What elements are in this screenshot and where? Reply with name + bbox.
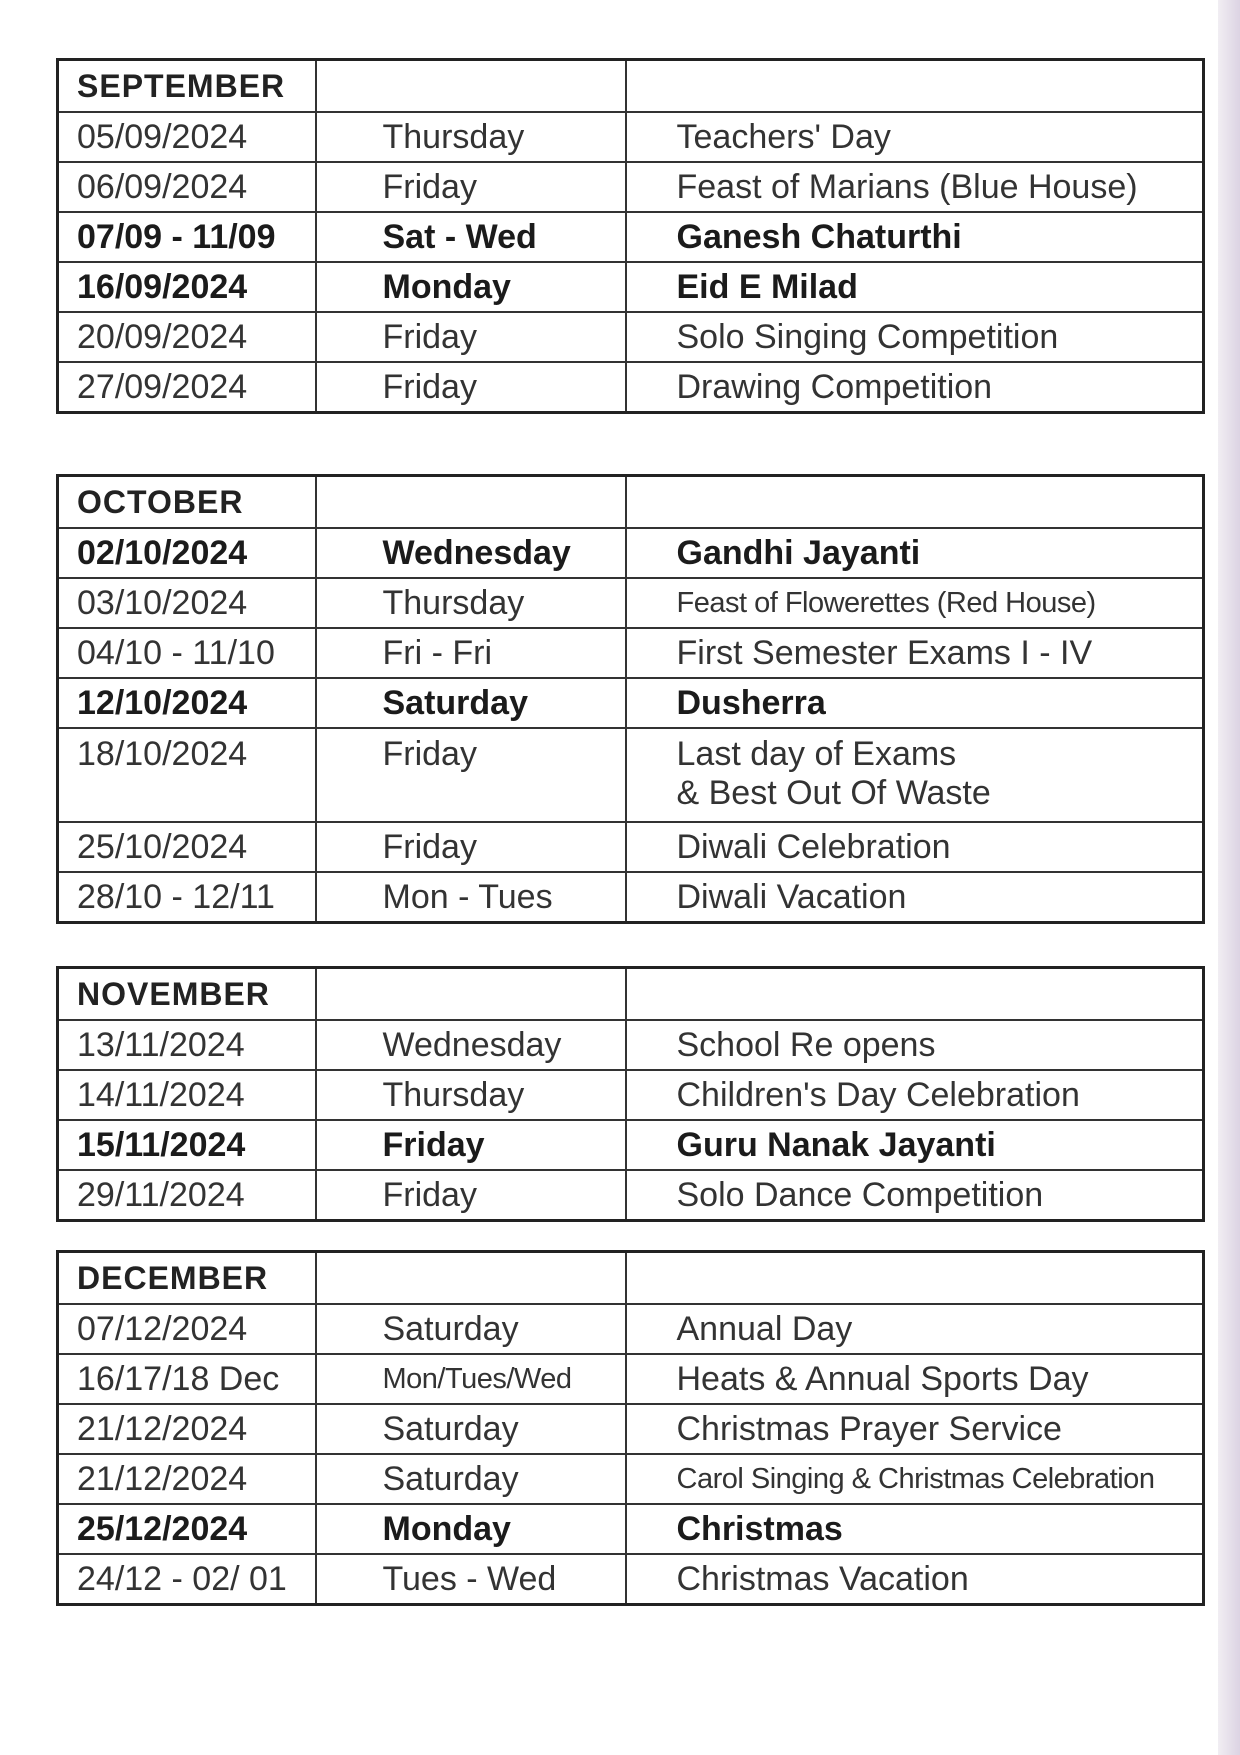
table-row — [58, 1354, 1204, 1404]
table-row — [58, 822, 1204, 872]
event-cell: School Re opens — [626, 1020, 1204, 1070]
event-cell: Feast of Flowerettes (Red House) — [626, 578, 1204, 628]
day-cell: Friday — [316, 822, 626, 872]
date-cell: 20/09/2024 — [58, 312, 316, 362]
day-cell: Friday — [316, 162, 626, 212]
month-header-row — [58, 1252, 1204, 1305]
month-name: DECEMBER — [58, 1252, 316, 1305]
empty-header-cell — [316, 1252, 626, 1305]
date-cell: 25/12/2024 — [58, 1504, 316, 1554]
day-cell: Friday — [316, 1120, 626, 1170]
table-row — [58, 628, 1204, 678]
table-row — [58, 728, 1204, 822]
date-cell: 13/11/2024 — [58, 1020, 316, 1070]
event-cell: Diwali Vacation — [626, 872, 1204, 923]
event-line-2: & Best Out Of Waste — [676, 774, 991, 812]
table-row — [58, 1404, 1204, 1454]
event-cell: First Semester Exams I - IV — [626, 628, 1204, 678]
table-row — [58, 312, 1204, 362]
day-cell: Monday — [316, 1504, 626, 1554]
date-cell: 14/11/2024 — [58, 1070, 316, 1120]
table-row — [58, 1554, 1204, 1605]
month-header-row — [58, 968, 1204, 1021]
day-cell: Saturday — [316, 1304, 626, 1354]
event-cell: Children's Day Celebration — [626, 1070, 1204, 1120]
day-cell: Sat - Wed — [316, 212, 626, 262]
event-cell: Drawing Competition — [626, 362, 1204, 413]
month-name: SEPTEMBER — [58, 60, 316, 113]
date-cell: 16/17/18 Dec — [58, 1354, 316, 1404]
day-cell: Thursday — [316, 112, 626, 162]
date-cell: 12/10/2024 — [58, 678, 316, 728]
day-cell: Mon - Tues — [316, 872, 626, 923]
table-row — [58, 162, 1204, 212]
date-cell: 05/09/2024 — [58, 112, 316, 162]
date-cell: 02/10/2024 — [58, 528, 316, 578]
empty-header-cell — [316, 968, 626, 1021]
table-row — [58, 578, 1204, 628]
empty-header-cell — [316, 60, 626, 113]
event-line-1: Last day of Exams — [676, 735, 957, 773]
empty-header-cell — [626, 476, 1204, 529]
day-cell: Mon/Tues/Wed — [316, 1354, 626, 1404]
event-cell: Heats & Annual Sports Day — [626, 1354, 1204, 1404]
date-cell: 18/10/2024 — [58, 728, 316, 822]
november-table — [56, 966, 1205, 1222]
day-cell: Friday — [316, 1170, 626, 1221]
empty-header-cell — [626, 1252, 1204, 1305]
event-cell — [626, 728, 1204, 822]
table-row-holiday — [58, 262, 1204, 312]
date-cell: 29/11/2024 — [58, 1170, 316, 1221]
september-table — [56, 58, 1205, 414]
date-cell: 24/12 - 02/ 01 — [58, 1554, 316, 1605]
empty-header-cell — [626, 968, 1204, 1021]
day-cell: Friday — [316, 312, 626, 362]
date-cell: 28/10 - 12/11 — [58, 872, 316, 923]
october-table — [56, 474, 1205, 924]
event-cell: Christmas Prayer Service — [626, 1404, 1204, 1454]
table-row — [58, 1304, 1204, 1354]
event-cell: Teachers' Day — [626, 112, 1204, 162]
december-table — [56, 1250, 1205, 1606]
table-row — [58, 1020, 1204, 1070]
event-cell: Carol Singing & Christmas Celebration — [626, 1454, 1204, 1504]
event-cell: Diwali Celebration — [626, 822, 1204, 872]
date-cell: 25/10/2024 — [58, 822, 316, 872]
table-row — [58, 872, 1204, 923]
day-cell: Fri - Fri — [316, 628, 626, 678]
table-row — [58, 1454, 1204, 1504]
month-header-row — [58, 60, 1204, 113]
date-cell: 04/10 - 11/10 — [58, 628, 316, 678]
empty-header-cell — [626, 60, 1204, 113]
month-name: NOVEMBER — [58, 968, 316, 1021]
day-cell: Monday — [316, 262, 626, 312]
event-cell: Feast of Marians (Blue House) — [626, 162, 1204, 212]
event-cell: Solo Singing Competition — [626, 312, 1204, 362]
day-cell: Wednesday — [316, 1020, 626, 1070]
table-row — [58, 1170, 1204, 1221]
table-row — [58, 112, 1204, 162]
event-cell: Solo Dance Competition — [626, 1170, 1204, 1221]
table-row-holiday — [58, 678, 1204, 728]
table-row-holiday — [58, 1504, 1204, 1554]
month-name: OCTOBER — [58, 476, 316, 529]
table-row — [58, 1070, 1204, 1120]
event-cell: Eid E Milad — [626, 262, 1204, 312]
date-cell: 21/12/2024 — [58, 1404, 316, 1454]
date-cell: 03/10/2024 — [58, 578, 316, 628]
event-cell: Gandhi Jayanti — [626, 528, 1204, 578]
day-cell: Friday — [316, 728, 626, 822]
date-cell: 07/12/2024 — [58, 1304, 316, 1354]
day-cell: Saturday — [316, 678, 626, 728]
day-cell: Saturday — [316, 1454, 626, 1504]
table-row — [58, 362, 1204, 413]
month-header-row — [58, 476, 1204, 529]
empty-header-cell — [316, 476, 626, 529]
event-cell: Guru Nanak Jayanti — [626, 1120, 1204, 1170]
day-cell: Wednesday — [316, 528, 626, 578]
table-row-holiday — [58, 1120, 1204, 1170]
date-cell: 06/09/2024 — [58, 162, 316, 212]
table-row-holiday — [58, 528, 1204, 578]
event-cell: Ganesh Chaturthi — [626, 212, 1204, 262]
event-cell: Christmas Vacation — [626, 1554, 1204, 1605]
date-cell: 27/09/2024 — [58, 362, 316, 413]
date-cell: 07/09 - 11/09 — [58, 212, 316, 262]
date-cell: 16/09/2024 — [58, 262, 316, 312]
table-row-holiday — [58, 212, 1204, 262]
date-cell: 15/11/2024 — [58, 1120, 316, 1170]
day-cell: Tues - Wed — [316, 1554, 626, 1605]
day-cell: Thursday — [316, 578, 626, 628]
day-cell: Saturday — [316, 1404, 626, 1454]
page-edge-shadow — [1218, 0, 1240, 1755]
event-cell: Christmas — [626, 1504, 1204, 1554]
event-cell: Annual Day — [626, 1304, 1204, 1354]
date-cell: 21/12/2024 — [58, 1454, 316, 1504]
day-cell: Friday — [316, 362, 626, 413]
event-cell: Dusherra — [626, 678, 1204, 728]
day-cell: Thursday — [316, 1070, 626, 1120]
